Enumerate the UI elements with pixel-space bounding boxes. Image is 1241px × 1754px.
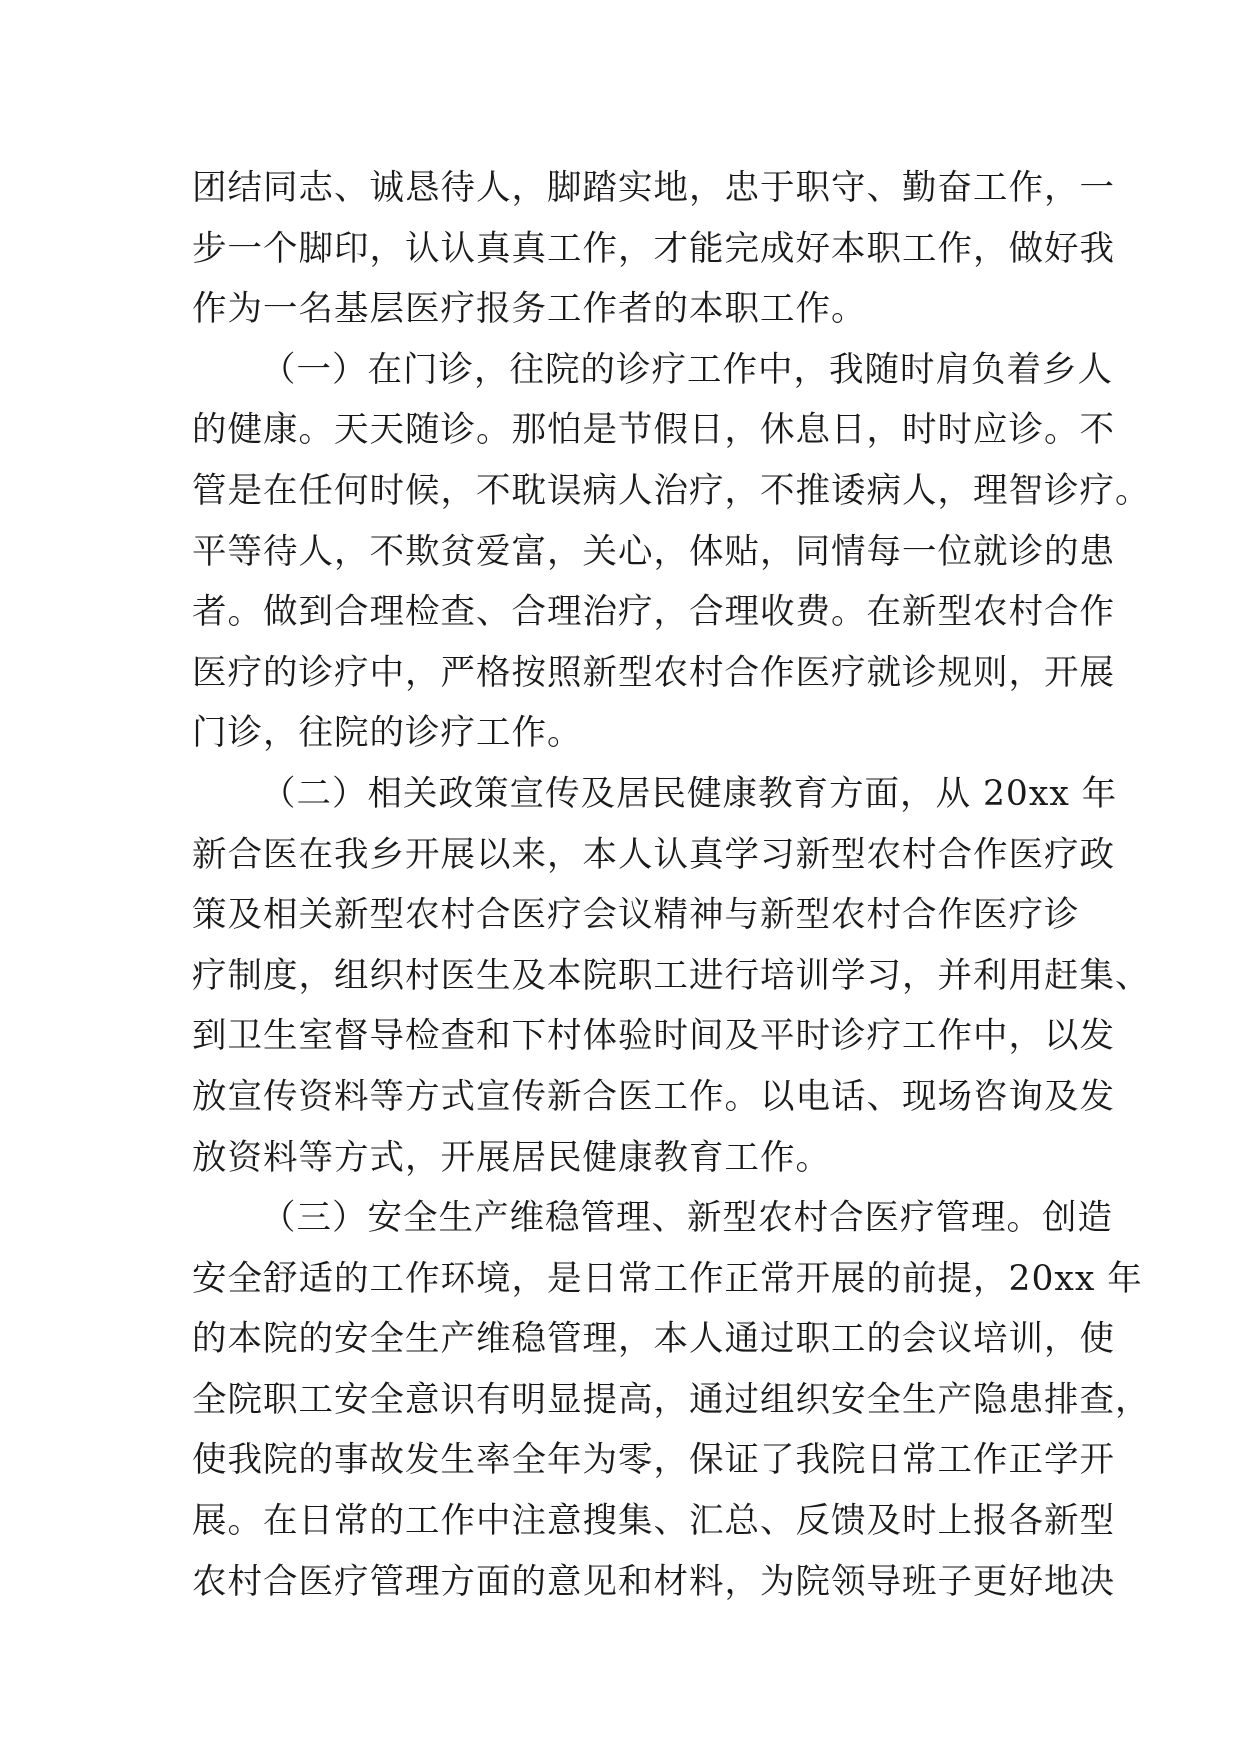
text-line: 到卫生室督导检查和下村体验时间及平时诊疗工作中，以发	[192, 1016, 1115, 1057]
text-line: 的本院的安全生产维稳管理，本人通过职工的会议培训，使	[192, 1319, 1115, 1360]
text-line: 的健康。天天随诊。那怕是节假日，休息日，时时应诊。不	[192, 410, 1115, 451]
text-line: 作为一名基层医疗报务工作者的本职工作。	[192, 289, 867, 330]
text-line: 平等待人，不欺贫爱富，关心，体贴，同情每一位就诊的患	[192, 531, 1115, 572]
text-line: 门诊，往院的诊疗工作。	[192, 713, 583, 754]
text-line: 安全舒适的工作环境，是日常工作正常开展的前提，20xx 年	[192, 1258, 1143, 1299]
text-line: 使我院的事故发生率全年为零，保证了我院日常工作正学开	[192, 1440, 1115, 1481]
text-line: 者。做到合理检查、合理治疗，合理收费。在新型农村合作	[192, 592, 1115, 633]
paragraph-3-first-line: （三）安全生产维稳管理、新型农村合医疗管理。创造	[261, 1198, 1113, 1239]
text-line: 放资料等方式，开展居民健康教育工作。	[192, 1137, 831, 1178]
text-line: 团结同志、诚恳待人，脚踏实地，忠于职守、勤奋工作，一	[192, 168, 1115, 208]
text-line: 医疗的诊疗中，严格按照新型农村合作医疗就诊规则，开展	[192, 652, 1115, 693]
body-text	[192, 158, 1151, 1612]
text-line: 策及相关新型农村合医疗会议精神与新型农村合作医疗诊	[192, 895, 1080, 936]
text-line: 管是在任何时候，不耽误病人治疗，不推诿病人，理智诊疗。	[192, 470, 1151, 511]
text-line: 展。在日常的工作中注意搜集、汇总、反馈及时上报各新型	[192, 1501, 1115, 1542]
text-line: 新合医在我乡开展以来，本人认真学习新型农村合作医疗政	[192, 834, 1115, 875]
text-line: 步一个脚印，认认真真工作，才能完成好本职工作，做好我	[192, 228, 1115, 269]
text-line: 放宣传资料等方式宣传新合医工作。以电话、现场咨询及发	[192, 1076, 1115, 1117]
text-line: 疗制度，组织村医生及本院职工进行培训学习，并利用赶集、	[192, 955, 1151, 996]
paragraph-2-first-line: （二）相关政策宣传及居民健康教育方面，从 20xx 年	[261, 773, 1118, 814]
text-line: 农村合医疗管理方面的意见和材料，为院领导班子更好地决	[192, 1561, 1115, 1602]
text-line: 全院职工安全意识有明显提高，通过组织安全生产隐患排查，	[192, 1379, 1151, 1420]
paragraph-1-first-line: （一）在门诊，往院的诊疗工作中，我随时肩负着乡人	[261, 349, 1113, 390]
